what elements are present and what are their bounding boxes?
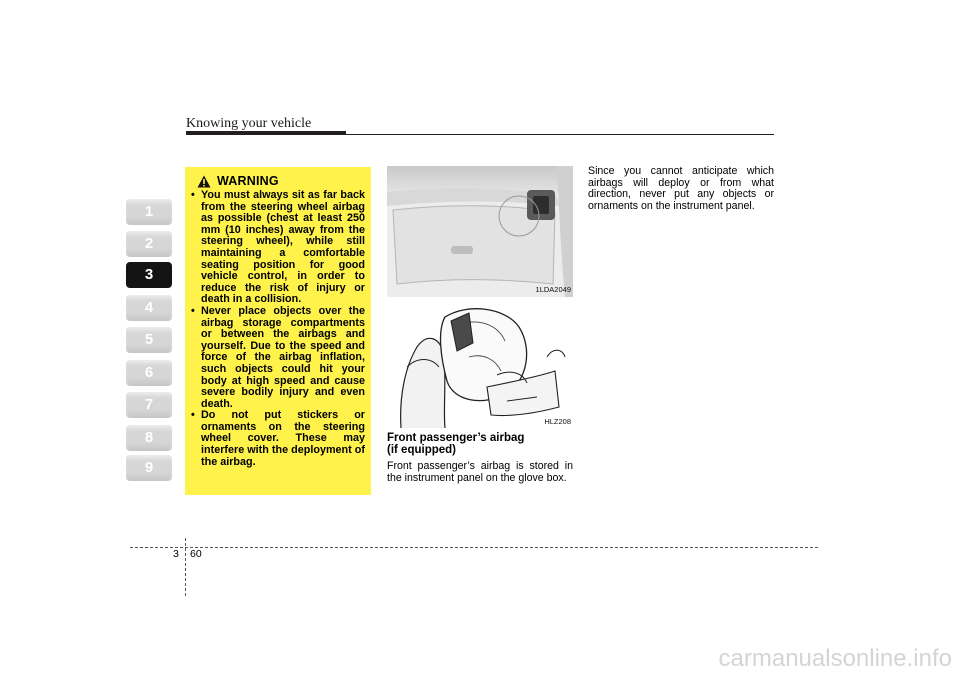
warning-item: • Do not put stickers or ornaments on the steering wheel cover. These may interfere with the deployment of the airbag. <box>189 410 365 468</box>
header-rule <box>186 134 774 135</box>
warning-box <box>185 167 371 495</box>
chapter-tab-2[interactable]: 2 <box>126 231 172 257</box>
footer-page-number: 60 <box>190 548 202 560</box>
airbag-drawing-illustration <box>387 297 573 428</box>
footer-vertical-rule <box>185 538 186 596</box>
footer-rule <box>130 547 818 548</box>
section-body: Front passenger’s airbag is stored in the instrument panel on the glove box. <box>387 460 573 484</box>
warning-title: WARNING <box>217 174 279 188</box>
header-title: Knowing your vehicle <box>186 116 312 131</box>
chapter-tab-1[interactable]: 1 <box>126 199 172 225</box>
airbag-deployment-drawing <box>387 297 573 428</box>
right-column-text: Since you cannot anticipate which airbags will deploy or from what direction, never put any objects or ornaments on the instrument panel. <box>588 165 774 212</box>
section-heading <box>387 432 577 456</box>
warning-list <box>189 190 365 468</box>
glovebox-photo-illustration <box>387 166 573 297</box>
chapter-tab-9[interactable]: 9 <box>126 455 172 481</box>
photo-figure-code: 1LDA2049 <box>535 285 571 294</box>
chapter-tab-5[interactable]: 5 <box>126 327 172 353</box>
chapter-tab-7[interactable]: 7 <box>126 392 172 418</box>
warning-triangle-icon <box>197 175 211 188</box>
chapter-tab-6[interactable]: 6 <box>126 360 172 386</box>
glovebox-photo <box>387 166 573 297</box>
warning-item: • You must always sit as far back from the steering wheel airbag as possible (chest at least 250 mm (10 inches) away from the steering wheel), while still maintaining a comfortable seating position for good vehicle control, in order to reduce the risk of injury or death in a collision. <box>189 190 365 306</box>
footer-chapter-number: 3 <box>173 548 179 560</box>
chapter-tab-8[interactable]: 8 <box>126 425 172 451</box>
watermark: carmanualsonline.info <box>718 645 952 672</box>
drawing-figure-code: HLZ208 <box>544 417 571 426</box>
warning-item: • Never place objects over the airbag storage compartments or between the airbags and yourself. Due to the speed and force of the airbag inflation, such objects could hit your body at high speed and cause severe bodily injury and even death. <box>189 306 365 410</box>
chapter-tab-3[interactable]: 3 <box>126 262 172 288</box>
chapter-tab-4[interactable]: 4 <box>126 295 172 321</box>
section-heading-line-1: Front passenger’s airbag <box>387 432 525 444</box>
warning-header <box>197 174 365 188</box>
section-heading-line-2: (if equipped) <box>387 444 456 456</box>
